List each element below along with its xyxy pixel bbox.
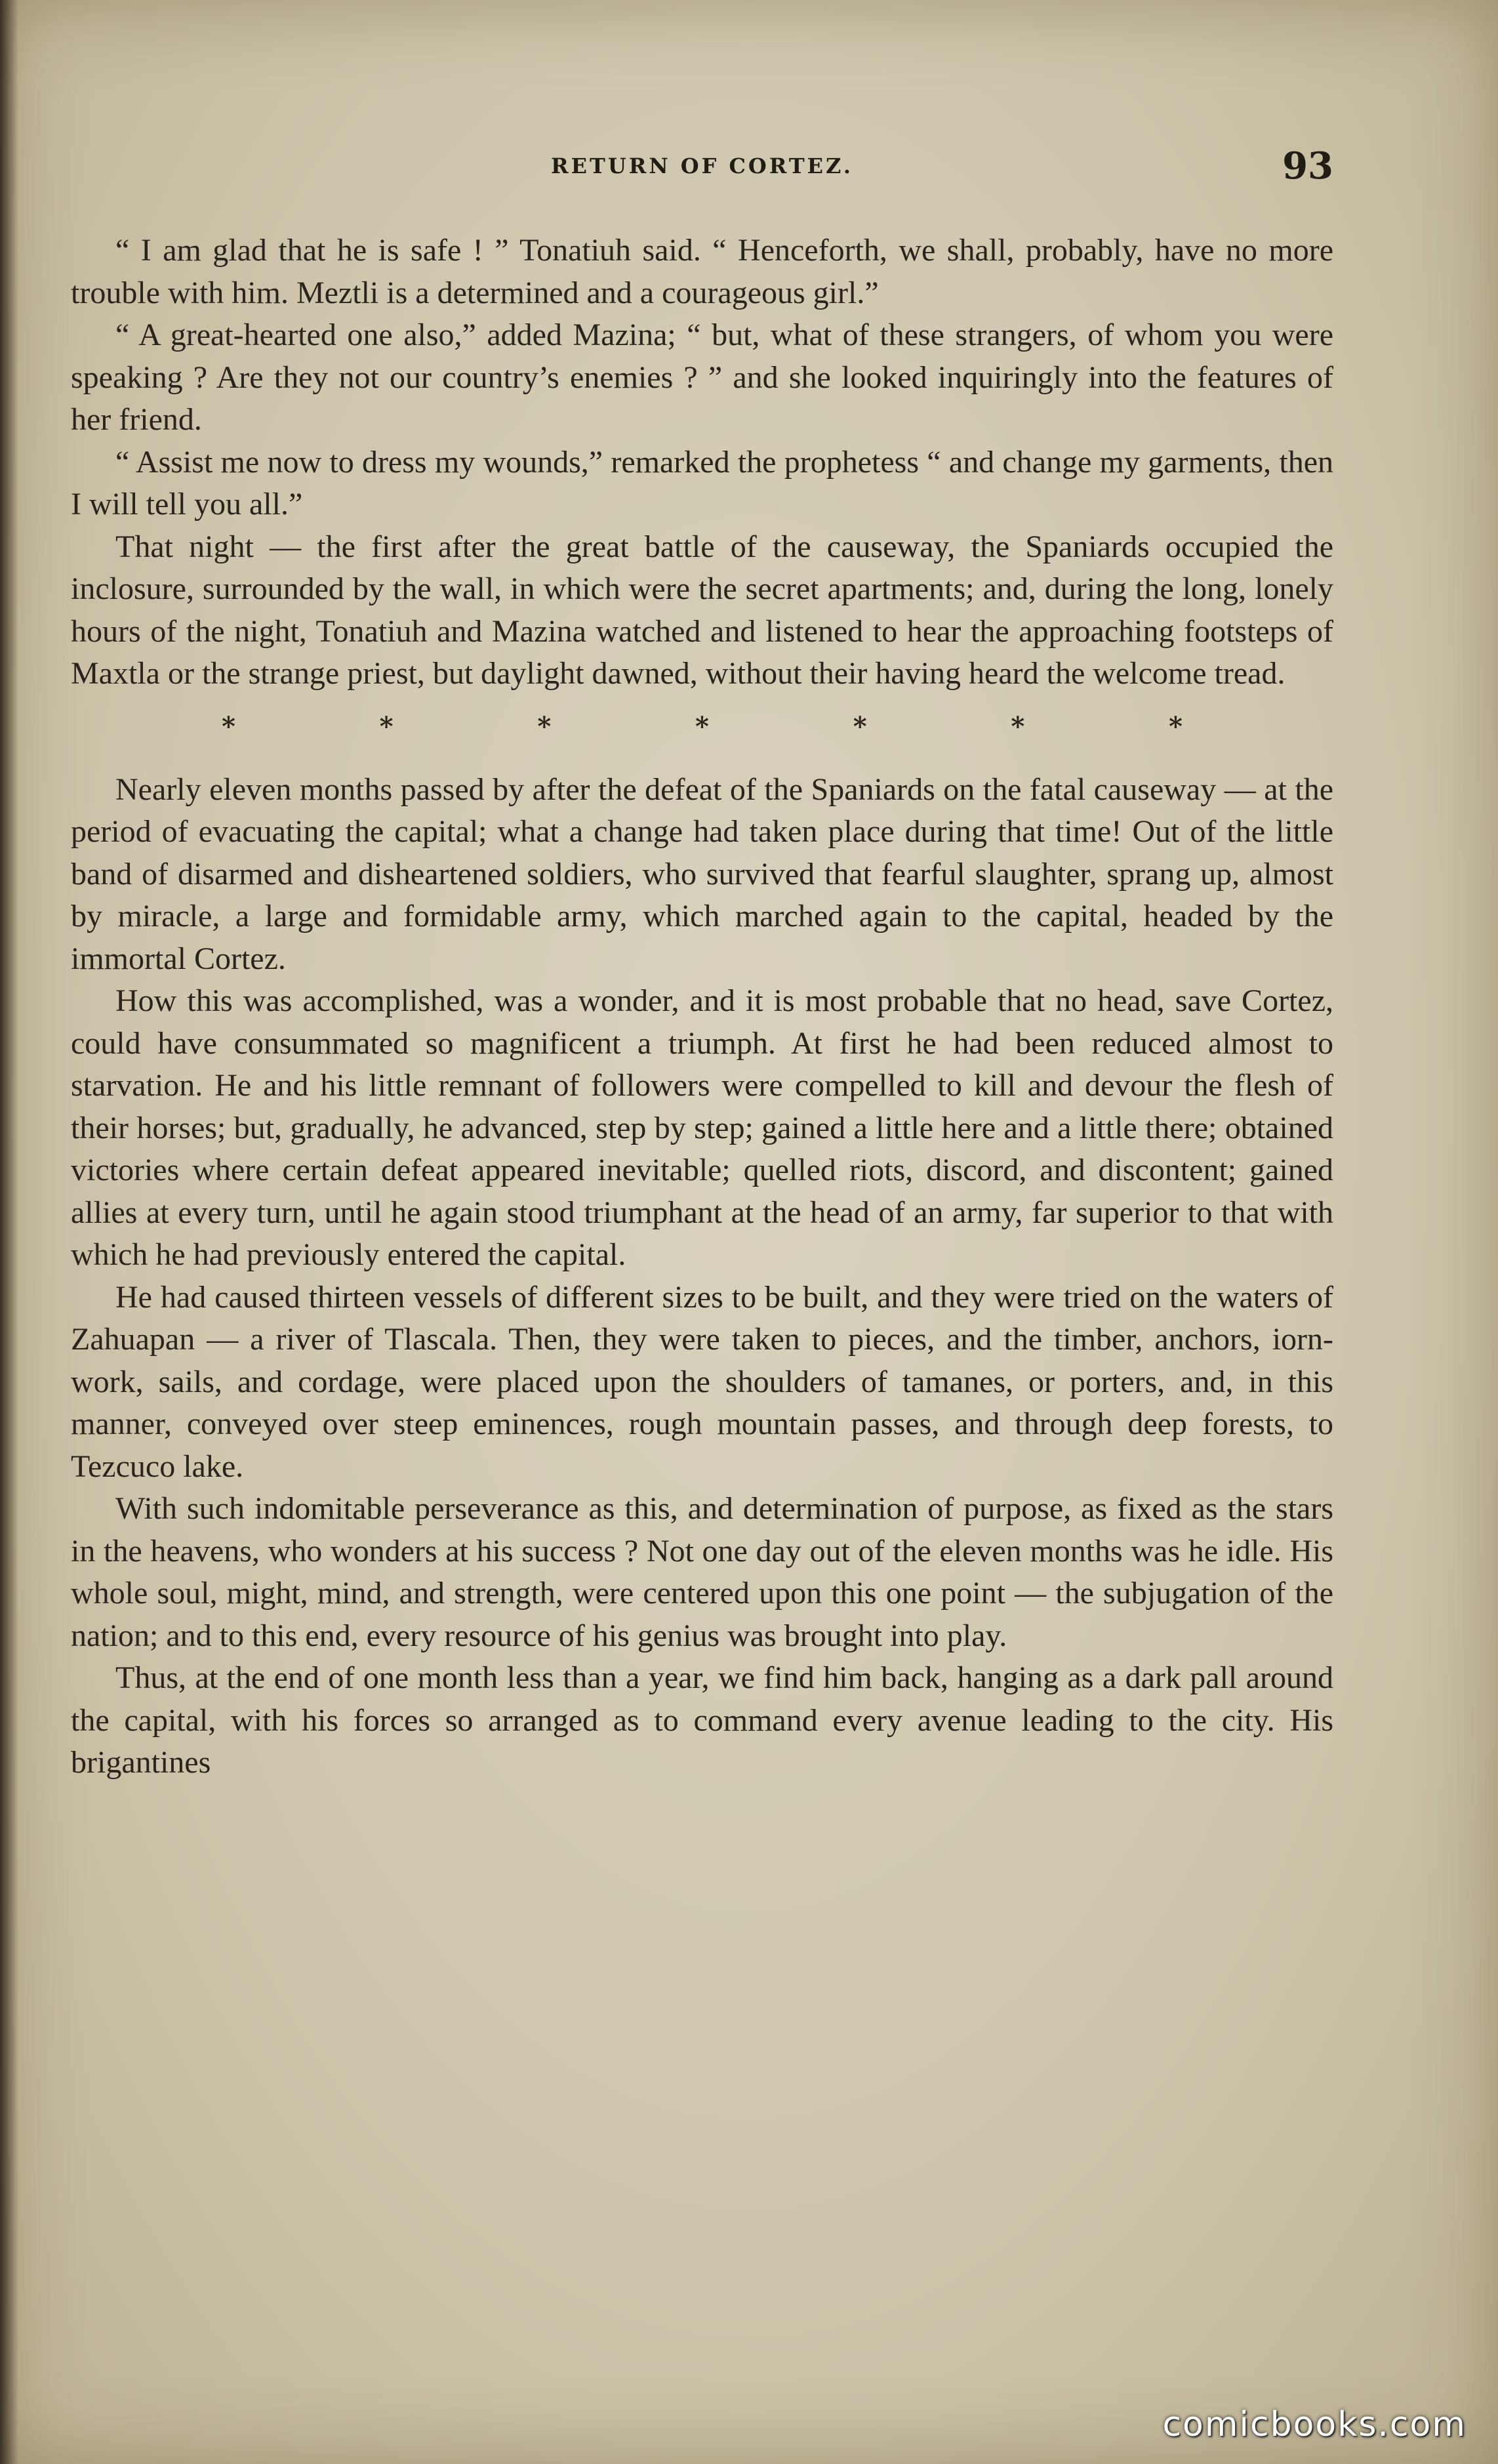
body-text xyxy=(71,230,1333,1784)
asterisk: * xyxy=(537,710,552,742)
paragraph: Nearly eleven months passed by after the defeat of the Spaniards on the fatal causeway — at the period of evacuating the capital; what a change had taken place during that time! Out of the little band of disarmed and disheartened soldiers, who survived that fearful slaughter, sprang up, almost by miracle, a large and formidable army, which marched again to the capital, headed by the immortal Cortez. xyxy=(71,771,1333,976)
paragraph: He had caused thirteen vessels of different sizes to be built, and they were tried on the waters of Zahuapan — a river of Tlascala. Then, they were taken to pieces, and the timber, anchors, iorn-work, sails, and cordage, were placed upon the shoulders of tamanes, or porters, and, in this manner, conveyed over steep eminences, rough mountain passes, and through deep forests, to Tezcuco lake. xyxy=(71,1279,1333,1484)
running-title: RETURN OF CORTEZ. xyxy=(551,154,853,178)
watermark: comicbooks.com xyxy=(1162,2405,1467,2444)
section-break xyxy=(71,707,1333,747)
running-head xyxy=(71,144,1333,190)
asterisk: * xyxy=(1011,710,1025,742)
asterisk: * xyxy=(853,710,867,742)
asterisk: * xyxy=(1169,710,1183,742)
asterisk: * xyxy=(222,710,235,742)
asterisk: * xyxy=(379,710,394,742)
paragraph: With such indomitable perseverance as this, and determination of purpose, as fixed as the stars in the heavens, who wonders at his success ? Not one day out of the eleven months was he idle. His whole soul, might, mind, and strength, were centered upon this one point — the subjugation of the nation; and to this end, every resource of his genius was brought into play. xyxy=(71,1491,1333,1653)
asterisk: * xyxy=(695,710,709,742)
paragraph: “ I am glad that he is safe ! ” Tonatiuh said. “ Henceforth, we shall, probably, have no more trouble with him. Meztli is a determined and a courageous girl.” xyxy=(71,233,1333,310)
paragraph: “ Assist me now to dress my wounds,” remarked the prophetess “ and change my garments, then I will tell you all.” xyxy=(71,444,1333,522)
paragraph: How this was accomplished, was a wonder, and it is most probable that no head, save Cortez, could have consummated so magnificent a triumph. At first he had been reduced almost to starvation. He and his little remnant of followers were compelled to kill and devour the flesh of their horses; but, gradually, he advanced, step by step; gained a little here and a little there; obtained victories where certain defeat appeared inevitable; quelled riots, discord, and discontent; gained allies at every turn, until he again stood triumphant at the head of an army, far superior to that with which he had previously entered the capital. xyxy=(71,983,1333,1272)
paragraph: “ A great-hearted one also,” added Mazina; “ but, what of these strangers, of whom you were speaking ? Are they not our country’s enemies ? ” and she looked inquiringly into the features of her friend. xyxy=(71,318,1333,437)
page-number: 93 xyxy=(1282,144,1333,188)
paragraph: That night — the first after the great battle of the causeway, the Spaniards occupied the inclosure, surrounded by the wall, in which were the secret apartments; and, during the long, lonely hours of the night, Tonatiuh and Mazina watched and listened to hear the approaching footsteps of Maxtla or the strange priest, but daylight dawned, without their having heard the welcome tread. xyxy=(71,529,1333,691)
paragraph: Thus, at the end of one month less than a year, we find him back, hanging as a dark pall around the capital, with his forces so arranged as to command every avenue leading to the city. His brigantines xyxy=(71,1660,1333,1780)
page-edge-shadow xyxy=(0,0,18,2464)
